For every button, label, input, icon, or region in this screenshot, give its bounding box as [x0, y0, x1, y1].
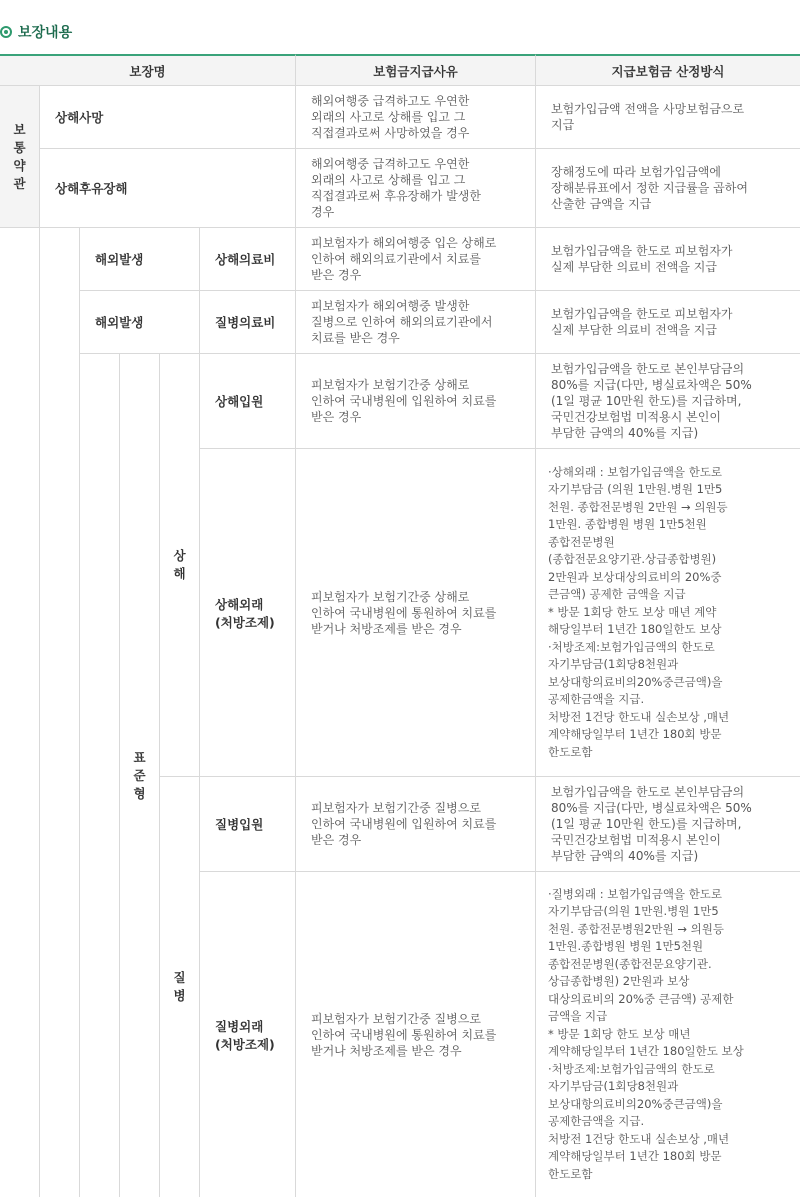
empty-span-column-2: [40, 228, 80, 1197]
row-disability-reason: 해외여행중 급격하고도 우연한 외래의 사고로 상해를 입고 그 직접결과로써 후유장해가 발생한 경우: [296, 149, 536, 228]
row-illness-outpatient-reason: 피보험자가 보험기간중 질병으로 인하여 국내병원에 통원하여 치료를 받거나 처방조제를 받은 경우: [296, 872, 536, 1197]
row-death-reason: 해외여행중 급격하고도 우연한 외래의 사고로 상해를 입고 그 직접결과로써 사망하였을 경우: [296, 86, 536, 149]
section-title: [0, 22, 72, 42]
header-method: 지급보험금 산정방식: [536, 54, 800, 86]
row-overseas-injury-category: 해외발생: [80, 228, 200, 291]
circle-bullet-icon: [0, 26, 12, 38]
row-illness-inpatient-method: 보험가입금액을 한도로 본인부담금의 80%를 지급(다만, 병실료차액은 50% (1일 평균 10만원 한도)를 지급하며, 국민건강보험법 미적용시 본인이 부담한 금액의 40%를 지급): [536, 777, 800, 872]
group-illness-label: 질병: [173, 970, 186, 1003]
row-overseas-injury-name: 상해의료비: [200, 228, 296, 291]
row-overseas-injury-reason: 피보험자가 해외여행중 입은 상해로 인하여 해외의료기관에서 치료를 받은 경우: [296, 228, 536, 291]
empty-span-column-3: [80, 354, 120, 1197]
row-overseas-illness-name: 질병의료비: [200, 291, 296, 354]
row-overseas-injury-method: 보험가입금액을 한도로 피보험자가 실제 부담한 의료비 전액을 지급: [536, 228, 800, 291]
row-illness-outpatient-method: ·질병외래 : 보험가입금액을 한도로 자기부담금(의원 1만원.병원 1만5 천원. 종합전문병원2만원 → 의원등 1만원.종합병원 병원 1만5천원 종합전문병원(종합전문요양기관. 상급종합병원) 2만원과 보상 대상의료비의 20%중 큰금액) 공제한 금액을 지급 * 방문 1회당 한도 보상 매년 계약해당일부터 1년간 180일한도 보상 ·처방조제:보험가입금액의 한도로 자기부담금(1회당8천원과 보상대항의료비의20%중큰금액)을 공제한금액을 지급. 처방전 1건당 한도내 실손보상 ,매년 계약해당일부터 1년간 180회 방문 한도로함: [548, 886, 744, 1181]
row-overseas-illness-method: 보험가입금액을 한도로 피보험자가 실제 부담한 의료비 전액을 지급: [536, 291, 800, 354]
group-injury-label: 상해: [173, 548, 186, 581]
group-illness: [160, 777, 200, 1197]
row-illness-outpatient-name: 질병외래 (처방조제): [200, 872, 296, 1197]
row-overseas-illness-reason: 피보험자가 해외여행중 발생한 질병으로 인하여 해외의료기관에서 치료를 받은 경우: [296, 291, 536, 354]
section-title-text: 보장내용: [18, 25, 73, 41]
group-basic-terms: [0, 86, 40, 228]
empty-span-column-1: [0, 228, 40, 1197]
row-disability-method: 장해정도에 따라 보험가입금액에 장해분류표에서 정한 지급률을 곱하여 산출한 금액을 지급: [536, 149, 800, 228]
row-overseas-illness-category: 해외발생: [80, 291, 200, 354]
row-injury-outpatient-method: ·상해외래 : 보험가입금액을 한도로 자기부담금 (의원 1만원.병원 1만5 천원. 종합전문병원 2만원 → 의원등 1만원. 종합병원 병원 1만5천원 종합전문병원 (종합전문요양기관.상급종합병원) 2만원과 보상대상의료비의 20%중 큰금액) 공제한 금액을 지급 * 방문 1회당 한도 보상 매년 계약 해당일부터 1년간 180일한도 보상 ·처방조제:보험가입금액의 한도로 자기부담금(1회당8천원과 보상대항의료비의20%중큰금액)을 공제한금액을 지급. 처방전 1건당 한도내 실손보상 ,매년 계약해당일부터 1년간 180회 방문 한도로함: [536, 449, 800, 777]
row-injury-inpatient-name: 상해입원: [200, 354, 296, 449]
row-death-name: 상해사망: [40, 86, 296, 149]
group-standard-type: [120, 354, 160, 1197]
row-injury-outpatient-reason: 피보험자가 보험기간중 상해로 인하여 국내병원에 통원하여 치료를 받거나 처방조제를 받은 경우: [296, 449, 536, 777]
row-disability-name: 상해후유장해: [40, 149, 296, 228]
row-injury-inpatient-reason: 피보험자가 보험기간중 상해로 인하여 국내병원에 입원하여 치료를 받은 경우: [296, 354, 536, 449]
header-coverage-name: 보장명: [0, 54, 296, 86]
group-injury: [160, 354, 200, 777]
row-death-method: 보험가입금액 전액을 사망보험금으로 지급: [536, 86, 800, 149]
row-injury-inpatient-method: 보험가입금액을 한도로 본인부담금의 80%를 지급(다만, 병실료차액은 50% (1일 평균 10만원 한도)를 지급하며, 국민건강보험법 미적용시 본인이 부담한 금액의 40%를 지급): [536, 354, 800, 449]
row-injury-outpatient-name: 상해외래 (처방조제): [200, 449, 296, 777]
row-illness-inpatient-reason: 피보험자가 보험기간중 질병으로 인하여 국내병원에 입원하여 치료를 받은 경우: [296, 777, 536, 872]
row-illness-inpatient-name: 질병입원: [200, 777, 296, 872]
header-reason: 보험금지급사유: [296, 54, 536, 86]
group-basic-terms-label: 보통약관: [13, 121, 26, 191]
group-standard-type-label: 표준형: [133, 749, 146, 801]
